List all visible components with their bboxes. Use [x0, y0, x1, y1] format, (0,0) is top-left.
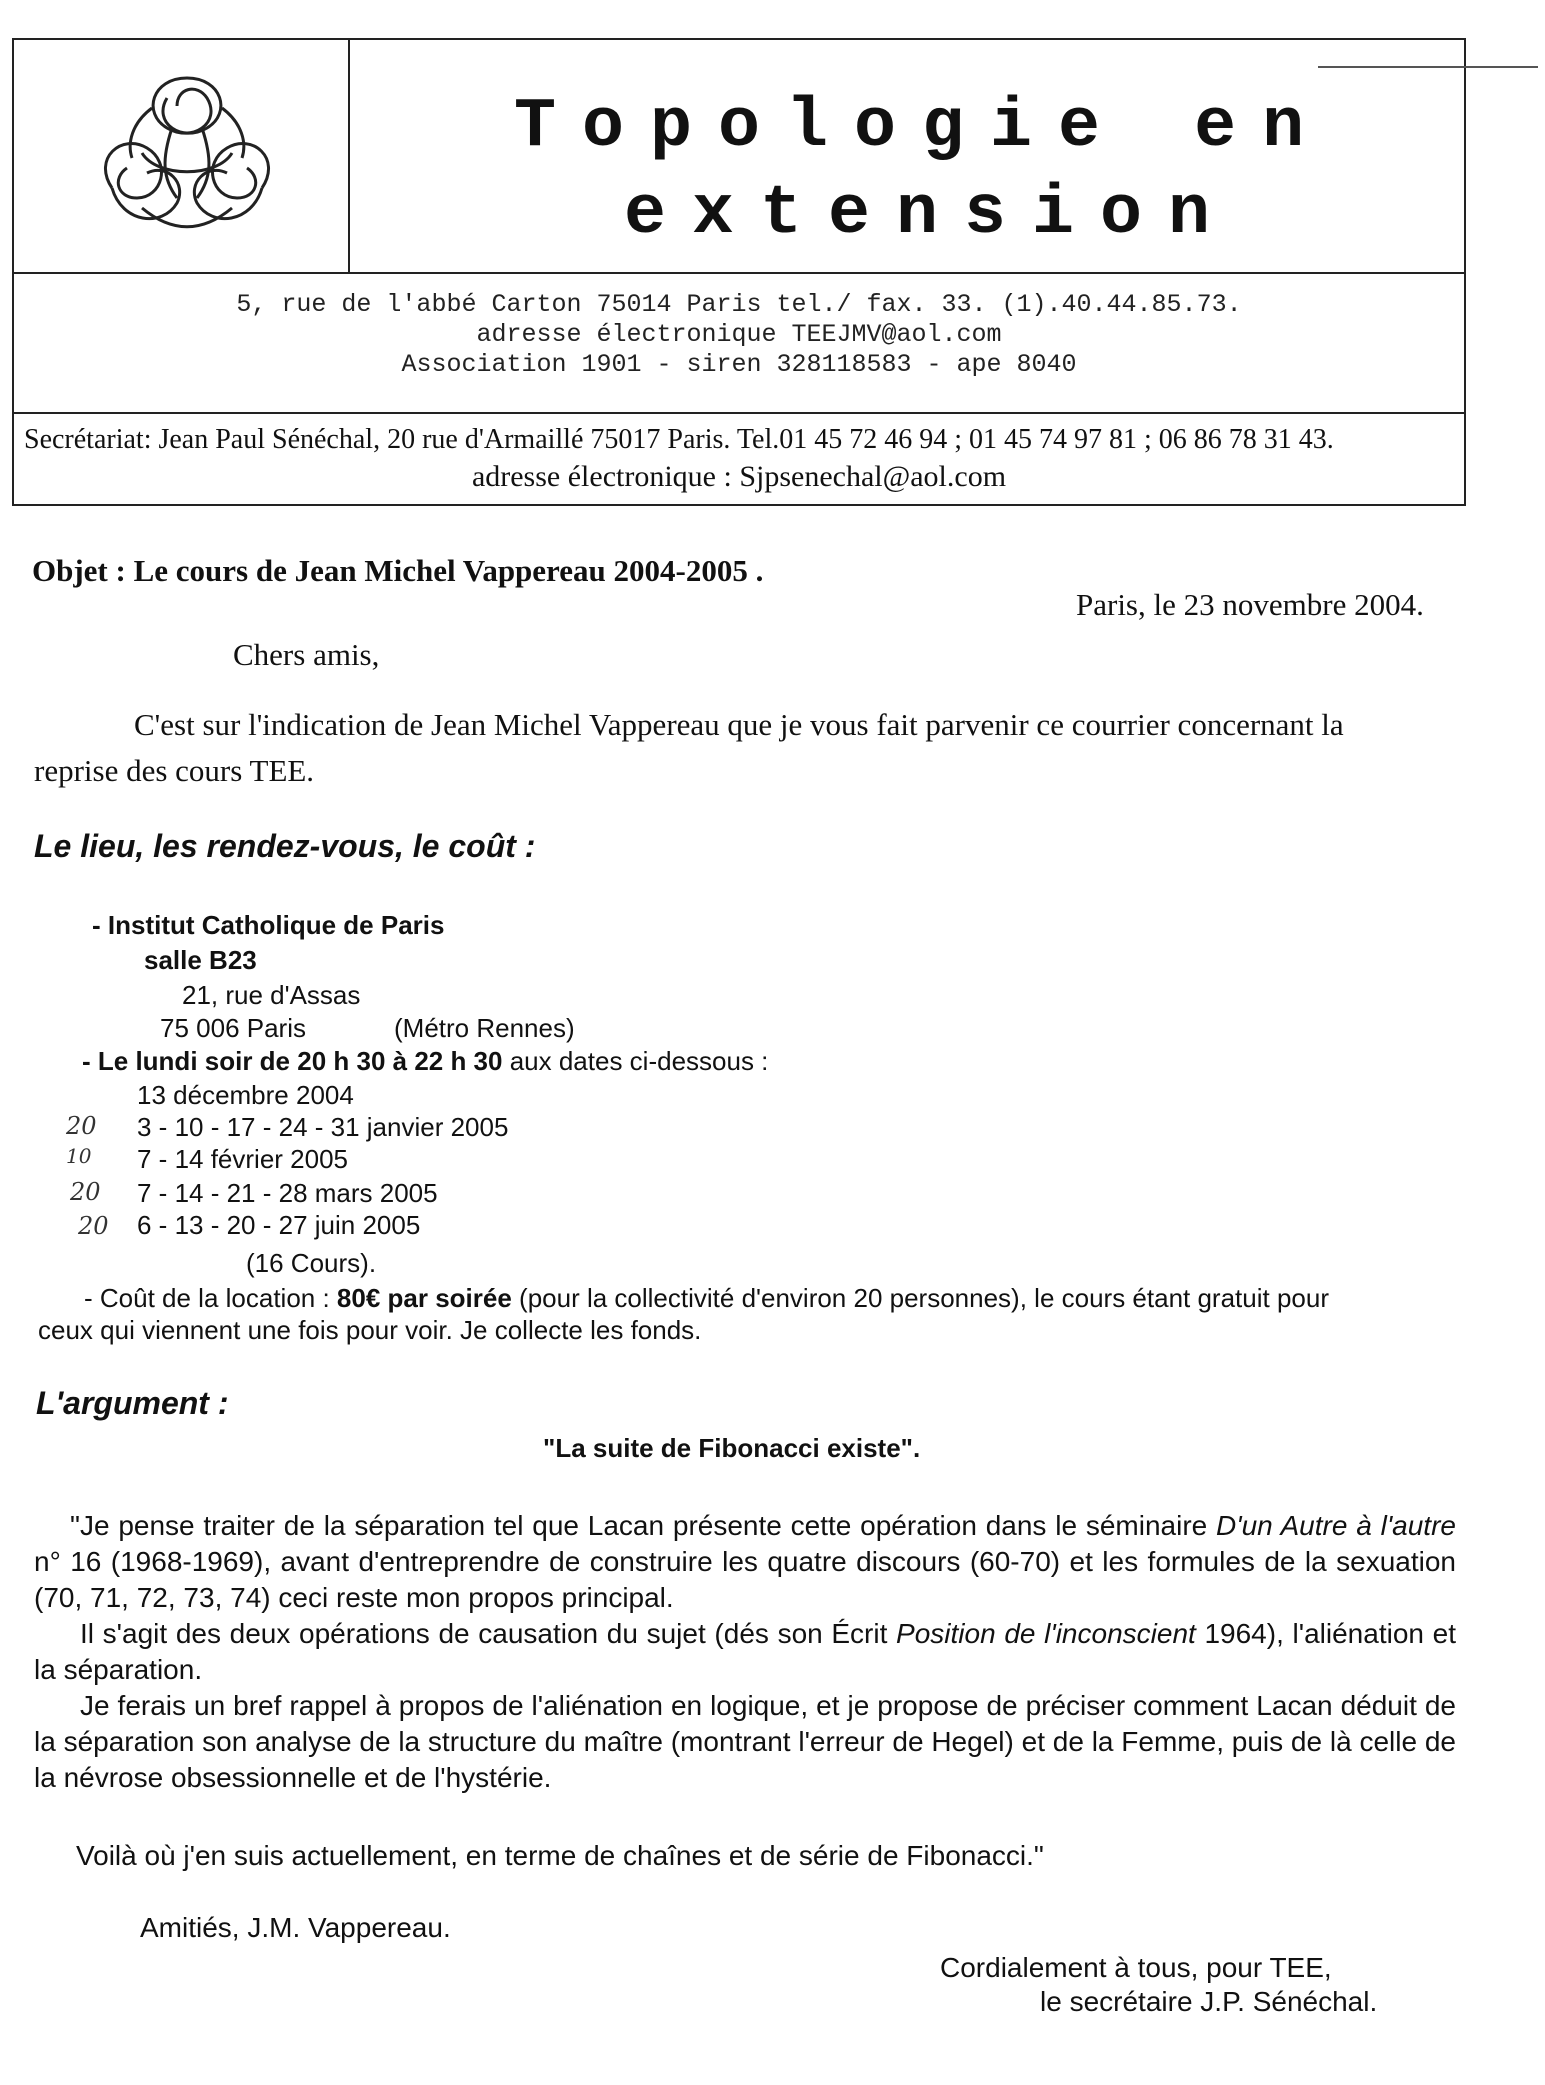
email-line: adresse électronique TEEJMV@aol.com — [476, 320, 1002, 349]
venue-room: salle B23 — [144, 945, 257, 975]
date-row: 7 - 14 février 2005 — [137, 1144, 349, 1174]
association-line: Association 1901 - siren 328118583 - ape 8040 — [401, 350, 1077, 379]
closing-signature: le secrétaire J.P. Sénéchal. — [1040, 1986, 1378, 2017]
text-span: n° 16 (1968-1969), avant d'entreprendre de construire les quatre discours (60-70) et les formules de la sexuation (70, 71, 72, 73, 74) ceci reste mon propos principal. — [34, 1546, 1456, 1613]
schedule-suffix: aux dates ci-dessous : — [502, 1046, 769, 1076]
letter-subject: Objet : Le cours de Jean Michel Vappereau 2004-2005 . — [32, 553, 764, 588]
text-span: Il s'agit des deux opérations de causation du sujet (dés son Écrit — [80, 1618, 897, 1649]
section-heading-argument: L'argument : — [36, 1385, 229, 1421]
argument-paragraph-3: Je ferais un bref rappel à propos de l'aliénation en logique, et je propose de préciser comment Lacan déduit de la séparation son analyse de la structure du maître (montrant l'erreur de Hegel) et de la Femme, puis de là celle de la névrose obsessionnelle et de l'hystérie. — [34, 1690, 1456, 1793]
logo-cell — [14, 40, 350, 272]
closing-amities: Amitiés, J.M. Vappereau. — [140, 1912, 451, 1943]
venue-street: 21, rue d'Assas — [182, 980, 361, 1010]
venue-city: 75 006 Paris — [160, 1013, 306, 1043]
scan-edge-mark — [1318, 66, 1538, 68]
date-row: 6 - 13 - 20 - 27 juin 2005 — [137, 1210, 421, 1240]
handwritten-note: 10 — [66, 1144, 92, 1168]
address-line: 5, rue de l'abbé Carton 75014 Paris tel./ fax. 33. (1).40.44.85.73. — [236, 290, 1242, 319]
text-span: "Je pense traiter de la séparation tel que Lacan présente cette opération dans le séminaire — [70, 1510, 1217, 1541]
address-block — [14, 290, 1464, 380]
intro-line-2: reprise des cours TEE. — [34, 753, 315, 788]
argument-title: "La suite de Fibonacci existe". — [543, 1433, 921, 1463]
course-count: (16 Cours). — [246, 1248, 377, 1278]
seminar-title: D'un Autre à l'autre — [1216, 1510, 1456, 1541]
argument-paragraph-1 — [34, 1508, 1456, 1616]
cost-line — [84, 1283, 1329, 1314]
schedule-line — [82, 1046, 768, 1077]
letterhead — [12, 38, 1466, 506]
letterhead-title-row — [14, 40, 1464, 274]
date-row: 13 décembre 2004 — [137, 1080, 354, 1110]
schedule-time: - Le lundi soir de 20 h 30 à 22 h 30 — [82, 1046, 503, 1076]
venue-metro: (Métro Rennes) — [394, 1013, 575, 1043]
letterhead-title-line2: extension — [624, 175, 1237, 254]
argument-paragraph-2 — [34, 1616, 1456, 1688]
cost-line-2: ceux qui viennent une fois pour voir. Je collecte les fonds. — [38, 1315, 702, 1345]
intro-line-1: C'est sur l'indication de Jean Michel Vappereau que je vous fait parvenir ce courrier concernant la — [134, 707, 1344, 742]
handwritten-note: 20 — [78, 1212, 109, 1240]
cost-suffix: (pour la collectivité d'environ 20 personnes), le cours étant gratuit pour — [511, 1283, 1329, 1313]
closing-cordially: Cordialement à tous, pour TEE, — [940, 1952, 1332, 1983]
argument-paragraph-4: Voilà où j'en suis actuellement, en terme de chaînes et de série de Fibonacci." — [76, 1840, 1044, 1871]
letter-date: Paris, le 23 novembre 2004. — [1076, 587, 1424, 622]
cost-prefix: - Coût de la location : — [84, 1283, 337, 1313]
date-row: 3 - 10 - 17 - 24 - 31 janvier 2005 — [137, 1112, 509, 1142]
letterhead-title-line1: Topologie en — [514, 88, 1331, 167]
letter-greeting: Chers amis, — [233, 637, 380, 672]
handwritten-note: 20 — [66, 1112, 97, 1140]
divider — [14, 412, 1464, 414]
venue-institution: - Institut Catholique de Paris — [92, 910, 445, 940]
secretariat-line: Secrétariat: Jean Paul Sénéchal, 20 rue d'Armaillé 75017 Paris. Tel.01 45 72 46 94 ; 01 45 74 97 81 ; 06 86 78 31 43. — [24, 424, 1334, 455]
text-span: 1964), l'aliénation et la séparation. — [34, 1618, 1456, 1685]
ecrit-title: Position de l'inconscient — [896, 1618, 1196, 1649]
cost-amount: 80€ par soirée — [336, 1283, 512, 1313]
date-row: 7 - 14 - 21 - 28 mars 2005 — [137, 1178, 438, 1208]
section-heading-lieu: Le lieu, les rendez-vous, le coût : — [34, 828, 536, 864]
celtic-knot-logo-icon — [82, 68, 292, 248]
handwritten-note: 20 — [70, 1178, 101, 1206]
secretariat-email: adresse électronique : Sjpsenechal@aol.com — [471, 460, 1007, 493]
